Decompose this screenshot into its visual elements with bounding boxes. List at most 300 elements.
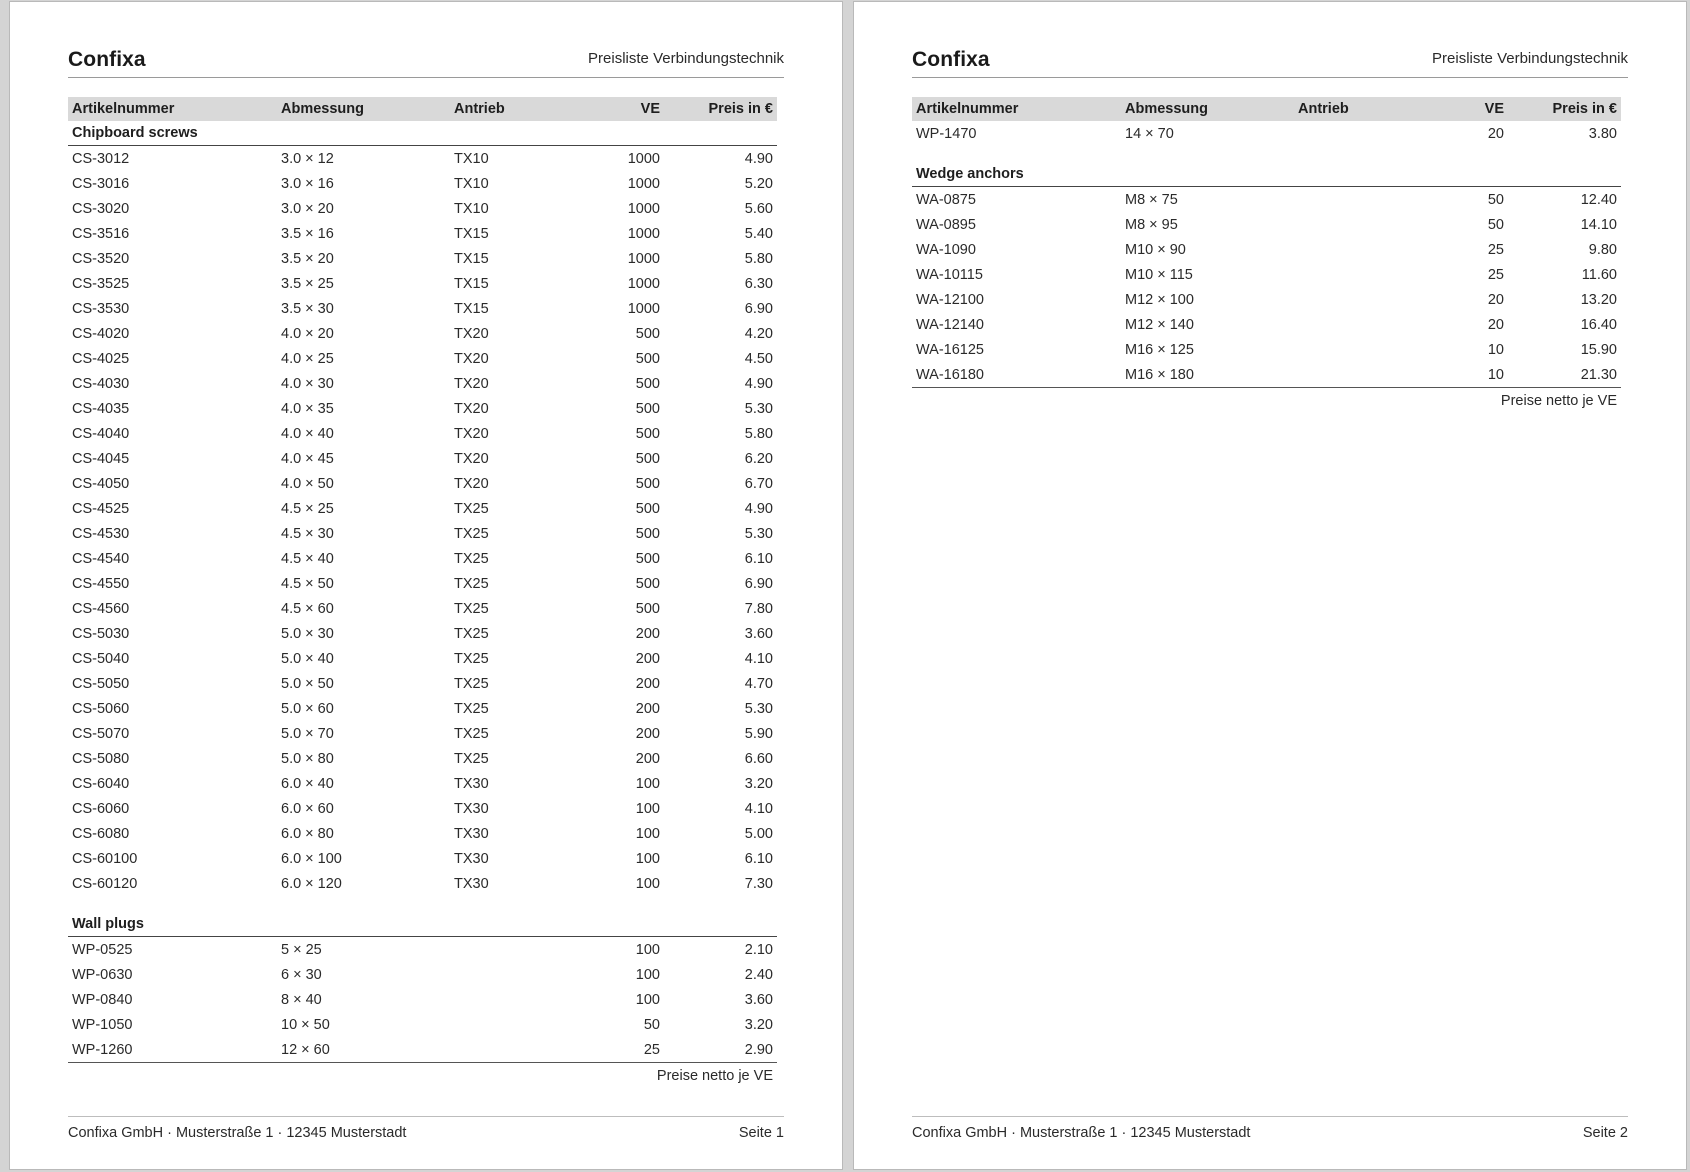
cell-ve: 500 xyxy=(635,425,660,442)
cell-article: CS-4560 xyxy=(72,600,130,617)
cell-drive: TX30 xyxy=(454,875,489,892)
cell-drive: TX25 xyxy=(454,650,489,667)
col-header-article: Artikelnummer xyxy=(912,97,1121,121)
cell-ve: 100 xyxy=(635,875,660,892)
cell-price: 4.20 xyxy=(744,325,773,342)
cell-drive xyxy=(450,937,576,963)
cell-article: CS-5080 xyxy=(72,750,130,767)
cell-price: 6.70 xyxy=(744,475,773,492)
cell-article: WA-16125 xyxy=(916,341,984,358)
section-title: Wedge anchors xyxy=(912,146,1621,187)
cell-article: WP-1050 xyxy=(72,1016,133,1033)
cell-drive: TX30 xyxy=(454,825,489,842)
cell-drive: TX25 xyxy=(454,500,489,517)
table-row xyxy=(68,521,777,546)
cell-article: CS-3012 xyxy=(72,150,130,167)
cell-ve: 500 xyxy=(635,500,660,517)
cell-price: 2.90 xyxy=(664,1037,777,1063)
section-title: Chipboard screws xyxy=(68,121,777,146)
cell-ve: 20 xyxy=(1487,125,1504,142)
cell-price: 5.90 xyxy=(744,725,773,742)
cell-ve: 200 xyxy=(635,675,660,692)
table-row xyxy=(68,421,777,446)
cell-article: CS-60100 xyxy=(72,850,138,867)
cell-article: WA-12140 xyxy=(916,316,984,333)
page-footer xyxy=(912,1116,1628,1145)
page-number: Seite 1 xyxy=(738,1125,784,1141)
cell-drive xyxy=(1294,312,1420,337)
cell-dimension: 5.0 × 30 xyxy=(281,625,334,642)
cell-dimension: 8 × 40 xyxy=(281,991,322,1008)
cell-price: 4.70 xyxy=(744,675,773,692)
table-row xyxy=(68,937,777,963)
cell-drive: TX25 xyxy=(454,725,489,742)
cell-dimension: M12 × 140 xyxy=(1125,316,1194,333)
cell-drive: TX25 xyxy=(454,525,489,542)
cell-ve: 100 xyxy=(635,825,660,842)
table-row xyxy=(912,287,1621,312)
cell-drive xyxy=(1294,121,1420,146)
table-header-row xyxy=(912,97,1621,121)
cell-article: CS-5030 xyxy=(72,625,130,642)
cell-ve: 25 xyxy=(1487,241,1504,258)
cell-ve: 50 xyxy=(1487,216,1504,233)
price-note: Preise netto je VE xyxy=(1500,393,1617,409)
cell-article: WA-0875 xyxy=(916,191,976,208)
table-row xyxy=(912,187,1621,213)
cell-ve: 100 xyxy=(635,850,660,867)
cell-price: 6.10 xyxy=(744,850,773,867)
table-row xyxy=(68,571,777,596)
cell-ve: 1000 xyxy=(627,275,660,292)
cell-ve: 200 xyxy=(635,750,660,767)
cell-ve: 10 xyxy=(1487,341,1504,358)
table-row xyxy=(68,871,777,896)
page-header xyxy=(912,46,1628,78)
cell-ve: 100 xyxy=(635,966,660,983)
cell-article: CS-4540 xyxy=(72,550,130,567)
cell-drive xyxy=(450,1012,576,1037)
cell-price: 4.90 xyxy=(744,500,773,517)
cell-dimension: 3.5 × 16 xyxy=(281,225,334,242)
document-title: Preisliste Verbindungstechnik xyxy=(1432,50,1628,67)
cell-drive: TX30 xyxy=(454,850,489,867)
cell-dimension: 6.0 × 40 xyxy=(281,775,334,792)
cell-dimension: 6.0 × 60 xyxy=(281,800,334,817)
cell-price: 21.30 xyxy=(1508,362,1621,388)
cell-price: 5.30 xyxy=(744,400,773,417)
cell-price: 5.30 xyxy=(744,525,773,542)
cell-drive: TX30 xyxy=(454,775,489,792)
cell-price: 5.80 xyxy=(744,250,773,267)
col-header-price: Preis in € xyxy=(664,97,777,121)
cell-article: WP-0630 xyxy=(72,966,133,983)
table-row xyxy=(68,771,777,796)
cell-price: 7.80 xyxy=(744,600,773,617)
cell-drive: TX10 xyxy=(454,175,489,192)
cell-dimension: 6 × 30 xyxy=(281,966,322,983)
cell-ve: 50 xyxy=(1487,191,1504,208)
cell-article: CS-3516 xyxy=(72,225,130,242)
cell-price: 11.60 xyxy=(1581,266,1617,283)
table-row xyxy=(68,446,777,471)
cell-ve: 500 xyxy=(635,375,660,392)
cell-price: 16.40 xyxy=(1580,316,1617,333)
cell-article: CS-6040 xyxy=(72,775,130,792)
cell-drive: TX25 xyxy=(454,550,489,567)
footer-address: Confixa GmbH · Musterstraße 1 · 12345 Musterstadt xyxy=(68,1125,407,1141)
cell-article: WP-0840 xyxy=(72,991,133,1008)
cell-article: CS-4530 xyxy=(72,525,130,542)
cell-drive xyxy=(1294,262,1420,287)
cell-drive xyxy=(450,987,576,1012)
table-row xyxy=(68,596,777,621)
cell-drive: TX25 xyxy=(454,575,489,592)
cell-price: 6.20 xyxy=(744,450,773,467)
col-header-ve: VE xyxy=(576,97,664,121)
cell-ve: 100 xyxy=(635,800,660,817)
table-row xyxy=(68,621,777,646)
table-row xyxy=(68,796,777,821)
cell-price: 5.00 xyxy=(744,825,773,842)
cell-price: 5.60 xyxy=(744,200,773,217)
cell-dimension: 6.0 × 120 xyxy=(281,875,342,892)
table-note-row xyxy=(68,1063,777,1090)
cell-price: 4.10 xyxy=(744,800,773,817)
cell-ve: 500 xyxy=(635,550,660,567)
price-note: Preise netto je VE xyxy=(656,1068,773,1084)
cell-article: CS-4020 xyxy=(72,325,130,342)
cell-dimension: M16 × 180 xyxy=(1121,362,1294,388)
cell-drive xyxy=(1294,337,1420,362)
cell-ve: 100 xyxy=(635,775,660,792)
section-title: Wall plugs xyxy=(68,896,777,937)
cell-article: CS-4050 xyxy=(72,475,130,492)
cell-drive: TX20 xyxy=(454,450,489,467)
cell-article: CS-4525 xyxy=(72,500,130,517)
table-row xyxy=(68,546,777,571)
cell-price: 3.80 xyxy=(1588,125,1617,142)
cell-price: 9.80 xyxy=(1588,241,1617,258)
table-row xyxy=(68,221,777,246)
cell-article: CS-3020 xyxy=(72,200,130,217)
table-note-row xyxy=(912,388,1621,415)
cell-ve: 100 xyxy=(635,941,660,958)
cell-ve: 1000 xyxy=(627,200,660,217)
cell-drive: TX20 xyxy=(454,425,489,442)
cell-article: CS-3016 xyxy=(72,175,130,192)
cell-price: 5.30 xyxy=(744,700,773,717)
cell-price: 3.20 xyxy=(744,1016,773,1033)
table-row xyxy=(68,346,777,371)
cell-ve: 100 xyxy=(635,991,660,1008)
cell-dimension: 4.5 × 30 xyxy=(281,525,334,542)
cell-ve: 500 xyxy=(635,350,660,367)
cell-dimension: M10 × 90 xyxy=(1125,241,1186,258)
cell-price: 4.90 xyxy=(744,375,773,392)
cell-article: CS-60120 xyxy=(72,875,138,892)
cell-price: 4.90 xyxy=(744,150,773,167)
table-row xyxy=(68,196,777,221)
cell-ve: 200 xyxy=(635,650,660,667)
cell-drive: TX25 xyxy=(454,600,489,617)
cell-article: CS-4025 xyxy=(72,350,130,367)
cell-dimension: M16 × 125 xyxy=(1125,341,1194,358)
cell-price: 14.10 xyxy=(1580,216,1617,233)
cell-dimension: 3.5 × 25 xyxy=(281,275,334,292)
cell-ve: 20 xyxy=(1487,316,1504,333)
cell-ve: 10 xyxy=(1420,362,1508,388)
cell-ve: 50 xyxy=(643,1016,660,1033)
cell-drive: TX15 xyxy=(454,225,489,242)
cell-drive: TX30 xyxy=(454,800,489,817)
section-heading-row xyxy=(68,121,777,146)
table-row xyxy=(912,312,1621,337)
cell-article: CS-3530 xyxy=(72,300,130,317)
cell-price: 5.80 xyxy=(744,425,773,442)
cell-ve: 500 xyxy=(635,525,660,542)
cell-dimension: 5.0 × 50 xyxy=(281,675,334,692)
cell-ve: 500 xyxy=(635,325,660,342)
document-page-1 xyxy=(9,1,843,1170)
cell-article: WA-10115 xyxy=(916,266,983,283)
cell-article: CS-5070 xyxy=(72,725,130,742)
cell-dimension: M8 × 75 xyxy=(1125,191,1178,208)
table-row xyxy=(68,246,777,271)
cell-ve: 1000 xyxy=(627,225,660,242)
cell-dimension: 4.5 × 25 xyxy=(281,500,334,517)
cell-article: CS-5060 xyxy=(72,700,130,717)
cell-drive: TX25 xyxy=(454,675,489,692)
document-page-2 xyxy=(853,1,1687,1170)
table-row xyxy=(68,471,777,496)
cell-ve: 500 xyxy=(635,475,660,492)
cell-article: CS-5040 xyxy=(72,650,130,667)
cell-article: CS-5050 xyxy=(72,675,130,692)
cell-article: WA-12100 xyxy=(916,291,984,308)
col-header-ve: VE xyxy=(1420,97,1508,121)
brand-logo-text: Confixa xyxy=(68,48,146,71)
cell-article: CS-4035 xyxy=(72,400,130,417)
cell-dimension: 10 × 50 xyxy=(281,1016,330,1033)
cell-price: 2.10 xyxy=(744,941,773,958)
cell-drive: TX25 xyxy=(454,700,489,717)
cell-article: CS-3520 xyxy=(72,250,130,267)
cell-article: WP-1470 xyxy=(916,125,977,142)
cell-ve: 20 xyxy=(1487,291,1504,308)
cell-drive: TX20 xyxy=(454,400,489,417)
cell-drive: TX25 xyxy=(454,625,489,642)
table-row xyxy=(912,121,1621,146)
cell-article: CS-6080 xyxy=(72,825,130,842)
cell-dimension: 3.5 × 30 xyxy=(281,300,334,317)
cell-dimension: 4.5 × 50 xyxy=(281,575,334,592)
section-heading-row xyxy=(912,146,1621,187)
cell-price: 6.60 xyxy=(744,750,773,767)
cell-dimension: 4.0 × 50 xyxy=(281,475,334,492)
cell-dimension: 4.0 × 30 xyxy=(281,375,334,392)
table-row xyxy=(68,396,777,421)
cell-article: WP-1260 xyxy=(68,1037,277,1063)
cell-ve: 1000 xyxy=(627,175,660,192)
cell-dimension: 4.5 × 60 xyxy=(281,600,334,617)
cell-price: 3.60 xyxy=(744,991,773,1008)
cell-dimension: 6.0 × 100 xyxy=(281,850,342,867)
table-row xyxy=(68,721,777,746)
table-row xyxy=(68,296,777,321)
cell-drive: TX20 xyxy=(454,475,489,492)
table-row xyxy=(68,671,777,696)
cell-dimension: 5.0 × 70 xyxy=(281,725,334,742)
cell-ve: 200 xyxy=(635,625,660,642)
col-header-price: Preis in € xyxy=(1508,97,1621,121)
table-row xyxy=(68,746,777,771)
cell-article: WA-1090 xyxy=(916,241,976,258)
cell-dimension: 4.0 × 20 xyxy=(281,325,334,342)
cell-dimension: 4.5 × 40 xyxy=(281,550,334,567)
document-title: Preisliste Verbindungstechnik xyxy=(588,50,784,67)
cell-price: 4.10 xyxy=(744,650,773,667)
cell-drive: TX15 xyxy=(454,275,489,292)
table-row xyxy=(68,171,777,196)
cell-dimension: 4.0 × 35 xyxy=(281,400,334,417)
cell-dimension: 4.0 × 40 xyxy=(281,425,334,442)
table-row xyxy=(68,371,777,396)
cell-price: 3.20 xyxy=(744,775,773,792)
price-table xyxy=(68,97,777,1089)
table-row xyxy=(68,1037,777,1063)
cell-price: 12.40 xyxy=(1580,191,1617,208)
cell-price: 3.60 xyxy=(744,625,773,642)
col-header-drive: Antrieb xyxy=(1294,97,1420,121)
table-row xyxy=(68,962,777,987)
cell-article: CS-4030 xyxy=(72,375,130,392)
cell-article: WP-0525 xyxy=(72,941,133,958)
cell-price: 6.90 xyxy=(744,575,773,592)
table-row xyxy=(68,1012,777,1037)
cell-price: 5.20 xyxy=(744,175,773,192)
cell-price: 15.90 xyxy=(1580,341,1617,358)
price-table xyxy=(912,97,1621,414)
cell-dimension: 5.0 × 60 xyxy=(281,700,334,717)
cell-article: CS-6060 xyxy=(72,800,130,817)
cell-drive xyxy=(450,962,576,987)
cell-drive xyxy=(1294,362,1420,388)
table-row xyxy=(912,262,1621,287)
cell-ve: 500 xyxy=(635,600,660,617)
page-header xyxy=(68,46,784,78)
cell-drive xyxy=(1294,187,1420,213)
col-header-article: Artikelnummer xyxy=(68,97,277,121)
cell-dimension: 12 × 60 xyxy=(277,1037,450,1063)
cell-ve: 500 xyxy=(635,450,660,467)
table-row xyxy=(912,237,1621,262)
cell-dimension: 4.0 × 45 xyxy=(281,450,334,467)
cell-price: 13.20 xyxy=(1580,291,1617,308)
cell-drive: TX15 xyxy=(454,250,489,267)
cell-price: 5.40 xyxy=(744,225,773,242)
cell-drive: TX20 xyxy=(454,325,489,342)
brand-logo-text: Confixa xyxy=(912,48,990,71)
cell-ve: 1000 xyxy=(627,250,660,267)
cell-dimension: 6.0 × 80 xyxy=(281,825,334,842)
table-row xyxy=(68,496,777,521)
table-row xyxy=(68,821,777,846)
cell-ve: 500 xyxy=(635,400,660,417)
cell-drive: TX20 xyxy=(454,375,489,392)
table-row xyxy=(912,212,1621,237)
cell-dimension: 5.0 × 40 xyxy=(281,650,334,667)
cell-dimension: 3.0 × 12 xyxy=(281,150,334,167)
cell-drive xyxy=(450,1037,576,1063)
cell-article: CS-4040 xyxy=(72,425,130,442)
table-row xyxy=(68,696,777,721)
cell-drive xyxy=(1294,212,1420,237)
cell-dimension: M8 × 95 xyxy=(1125,216,1178,233)
cell-dimension: 5 × 25 xyxy=(281,941,322,958)
cell-ve: 25 xyxy=(1487,266,1504,283)
table-row xyxy=(68,321,777,346)
table-row xyxy=(68,271,777,296)
table-row xyxy=(68,987,777,1012)
cell-dimension: 3.5 × 20 xyxy=(281,250,334,267)
col-header-dimension: Abmessung xyxy=(277,97,450,121)
cell-article: WA-0895 xyxy=(916,216,976,233)
cell-drive: TX15 xyxy=(454,300,489,317)
table-row xyxy=(68,846,777,871)
cell-price: 4.50 xyxy=(744,350,773,367)
cell-price: 7.30 xyxy=(744,875,773,892)
table-row xyxy=(912,337,1621,362)
cell-drive xyxy=(1294,237,1420,262)
table-row xyxy=(68,646,777,671)
cell-price: 6.30 xyxy=(744,275,773,292)
cell-ve: 1000 xyxy=(627,150,660,167)
cell-dimension: 5.0 × 80 xyxy=(281,750,334,767)
footer-address: Confixa GmbH · Musterstraße 1 · 12345 Musterstadt xyxy=(912,1125,1251,1141)
cell-dimension: 3.0 × 16 xyxy=(281,175,334,192)
cell-price: 2.40 xyxy=(744,966,773,983)
cell-drive: TX20 xyxy=(454,350,489,367)
table-header-row xyxy=(68,97,777,121)
cell-ve: 200 xyxy=(635,725,660,742)
col-header-drive: Antrieb xyxy=(450,97,576,121)
cell-price: 6.90 xyxy=(744,300,773,317)
cell-drive xyxy=(1294,287,1420,312)
cell-article: WA-16180 xyxy=(912,362,1121,388)
col-header-dimension: Abmessung xyxy=(1121,97,1294,121)
cell-ve: 200 xyxy=(635,700,660,717)
cell-article: CS-3525 xyxy=(72,275,130,292)
page-footer xyxy=(68,1116,784,1145)
cell-dimension: 4.0 × 25 xyxy=(281,350,334,367)
cell-ve: 25 xyxy=(576,1037,664,1063)
cell-article: CS-4045 xyxy=(72,450,130,467)
cell-drive: TX25 xyxy=(454,750,489,767)
cell-drive: TX10 xyxy=(454,150,489,167)
cell-dimension: 3.0 × 20 xyxy=(281,200,334,217)
table-row xyxy=(912,362,1621,388)
cell-drive: TX10 xyxy=(454,200,489,217)
section-heading-row xyxy=(68,896,777,937)
page-number: Seite 2 xyxy=(1582,1125,1628,1141)
cell-dimension: M10 × 115 xyxy=(1125,266,1193,283)
cell-price: 6.10 xyxy=(744,550,773,567)
cell-dimension: 14 × 70 xyxy=(1125,125,1174,142)
cell-article: CS-4550 xyxy=(72,575,130,592)
cell-ve: 1000 xyxy=(627,300,660,317)
cell-ve: 500 xyxy=(635,575,660,592)
